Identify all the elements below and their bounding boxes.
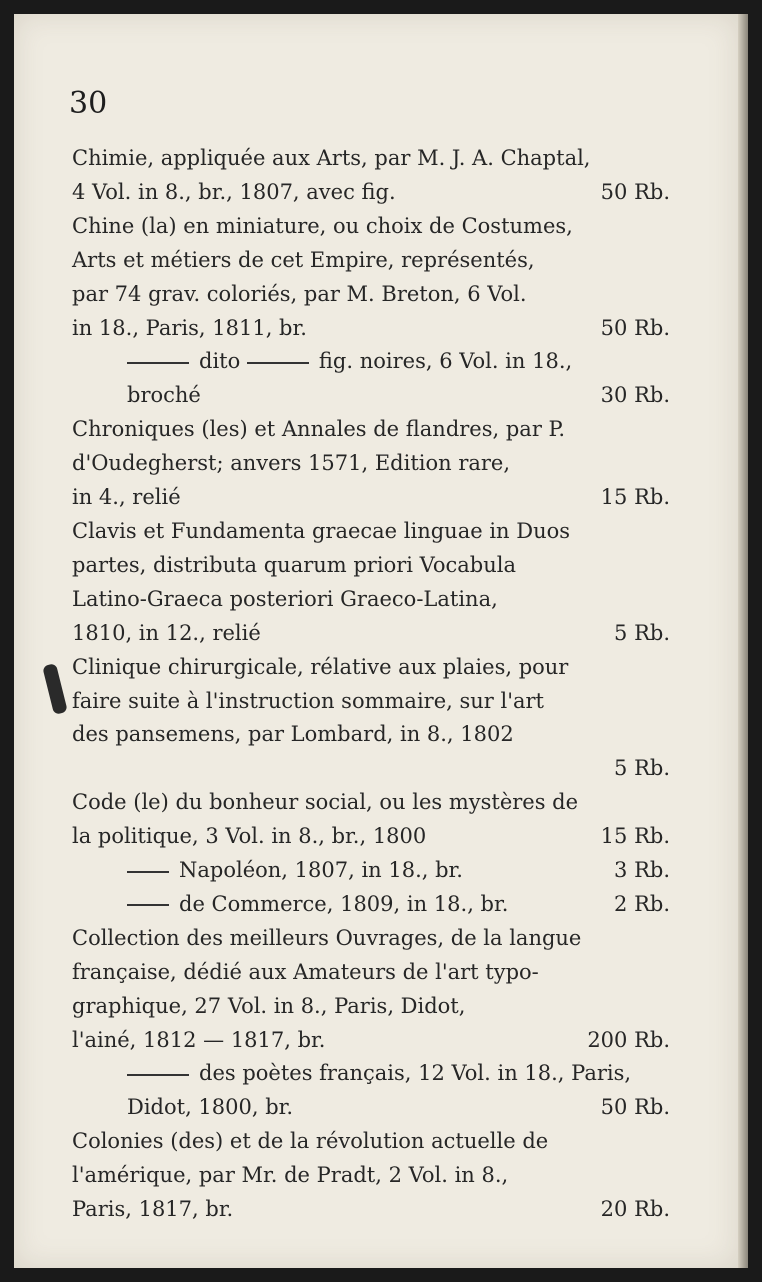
ink-smudge — [42, 663, 68, 715]
entry-line: Code (le) du bonheur social, ou les mystères de — [72, 790, 579, 815]
entry-line: graphique, 27 Vol. in 8., Paris, Didot, — [72, 993, 466, 1018]
entry-last-text-content: de Commerce, 1809, in 18., br. — [179, 891, 509, 916]
entry-price: 20 Rb. — [600, 1197, 670, 1222]
entry-price: 5 Rb. — [614, 620, 670, 645]
entry-price: 50 Rb. — [600, 1095, 670, 1120]
dito-rule — [127, 362, 189, 364]
entry-last-text-content: in 4., relié — [72, 485, 181, 510]
entry-last-text — [72, 176, 396, 210]
entry-last-line — [127, 1091, 670, 1125]
entry-last-text — [72, 312, 307, 346]
entry-last-line — [72, 1024, 670, 1058]
entry-line — [127, 1057, 670, 1091]
entry-last-line — [72, 1193, 670, 1227]
entry-line-text: des poètes français, 12 Vol. in 18., Paris, — [199, 1061, 632, 1086]
catalog-entry — [72, 142, 670, 210]
entry-last-line — [72, 617, 670, 651]
entry-price: 200 Rb. — [587, 1027, 670, 1052]
catalog-entry — [72, 345, 670, 413]
catalog-entry — [72, 651, 670, 787]
entry-last-text-content: l'ainé, 1812 — 1817, br. — [72, 1027, 326, 1052]
catalog-entry — [72, 515, 670, 651]
entry-last-line — [127, 379, 670, 413]
catalog-entry — [72, 888, 670, 922]
book-page — [14, 14, 738, 1268]
dito-rule — [247, 362, 309, 364]
entry-line: Colonies (des) et de la révolution actuelle de — [72, 1129, 549, 1154]
page-number: 30 — [69, 86, 108, 121]
catalog-entry — [72, 210, 670, 346]
entry-line: française, dédié aux Amateurs de l'art typo- — [72, 959, 539, 984]
entry-last-text — [72, 1024, 326, 1058]
entry-line: partes, distributa quarum priori Vocabula — [72, 552, 517, 577]
entry-line: Chine (la) en miniature, ou choix de Costumes, — [72, 213, 573, 238]
entry-line: faire suite à l'instruction sommaire, sur l'art — [72, 688, 544, 713]
entry-price: 15 Rb. — [600, 824, 670, 849]
entry-last-line — [72, 312, 670, 346]
catalog-list — [72, 142, 670, 1227]
entry-line: Collection des meilleurs Ouvrages, de la langue — [72, 925, 582, 950]
entry-line: Clavis et Fundamenta graecae linguae in Duos — [72, 518, 571, 543]
entry-line: Chimie, appliquée aux Arts, par M. J. A. Chaptal, — [72, 146, 591, 170]
entry-last-line — [127, 854, 670, 888]
entry-line: Latino-Graeca posteriori Graeco-Latina, — [72, 586, 498, 611]
entry-price: 50 Rb. — [600, 179, 670, 204]
catalog-entry — [72, 922, 670, 1058]
entry-last-text — [72, 1193, 234, 1227]
entry-price: 50 Rb. — [600, 315, 670, 340]
entry-price: 30 Rb. — [600, 383, 670, 408]
entry-last-text-content: Paris, 1817, br. — [72, 1197, 234, 1222]
entry-last-line — [72, 176, 670, 210]
entry-last-line — [72, 481, 670, 515]
entry-last-line — [127, 888, 670, 922]
entry-line: Chroniques (les) et Annales de flandres, par P. — [72, 417, 566, 442]
entry-last-text — [72, 481, 181, 515]
entry-last-line — [127, 752, 670, 786]
entry-line-text: fig. noires, 6 Vol. in 18., — [318, 349, 573, 374]
entry-line — [127, 345, 670, 379]
entry-last-text-content: 1810, in 12., relié — [72, 620, 261, 645]
entry-last-text — [127, 888, 508, 922]
catalog-entry — [72, 854, 670, 888]
catalog-entry — [72, 786, 670, 854]
entry-line: par 74 grav. coloriés, par M. Breton, 6 Vol. — [72, 281, 527, 306]
entry-last-text — [72, 617, 261, 651]
page-edge — [738, 14, 748, 1268]
entry-line: d'Oudegherst; anvers 1571, Edition rare, — [72, 451, 511, 476]
entry-last-text-content: la politique, 3 Vol. in 8., br., 1800 — [72, 824, 427, 849]
entry-price: 3 Rb. — [614, 858, 670, 883]
entry-line: Arts et métiers de cet Empire, représentés, — [72, 247, 535, 272]
dito-rule — [127, 1074, 189, 1076]
dito-rule — [127, 871, 169, 873]
catalog-entry — [72, 1057, 670, 1125]
entry-price: 5 Rb. — [614, 756, 670, 781]
entry-last-text — [127, 379, 201, 413]
entry-last-text — [72, 820, 427, 854]
dito-rule — [127, 904, 169, 906]
entry-price: 15 Rb. — [600, 485, 670, 510]
dito-word: dito — [199, 349, 247, 374]
entry-line: des pansemens, par Lombard, in 8., 1802 — [72, 722, 514, 747]
entry-line: Clinique chirurgicale, rélative aux plaies, pour — [72, 654, 569, 679]
entry-price: 2 Rb. — [614, 891, 670, 916]
entry-last-text — [127, 1091, 293, 1125]
catalog-entry — [72, 413, 670, 515]
entry-last-text-content: Didot, 1800, br. — [127, 1095, 294, 1120]
entry-last-text-content: in 18., Paris, 1811, br. — [72, 315, 307, 340]
entry-line: l'amérique, par Mr. de Pradt, 2 Vol. in 8., — [72, 1163, 509, 1188]
catalog-entry — [72, 1125, 670, 1227]
entry-last-text-content: 4 Vol. in 8., br., 1807, avec fig. — [72, 179, 396, 204]
entry-last-text-content: broché — [127, 383, 201, 408]
entry-last-line — [72, 820, 670, 854]
entry-last-text-content: Napoléon, 1807, in 18., br. — [179, 858, 463, 883]
entry-last-text — [127, 854, 463, 888]
